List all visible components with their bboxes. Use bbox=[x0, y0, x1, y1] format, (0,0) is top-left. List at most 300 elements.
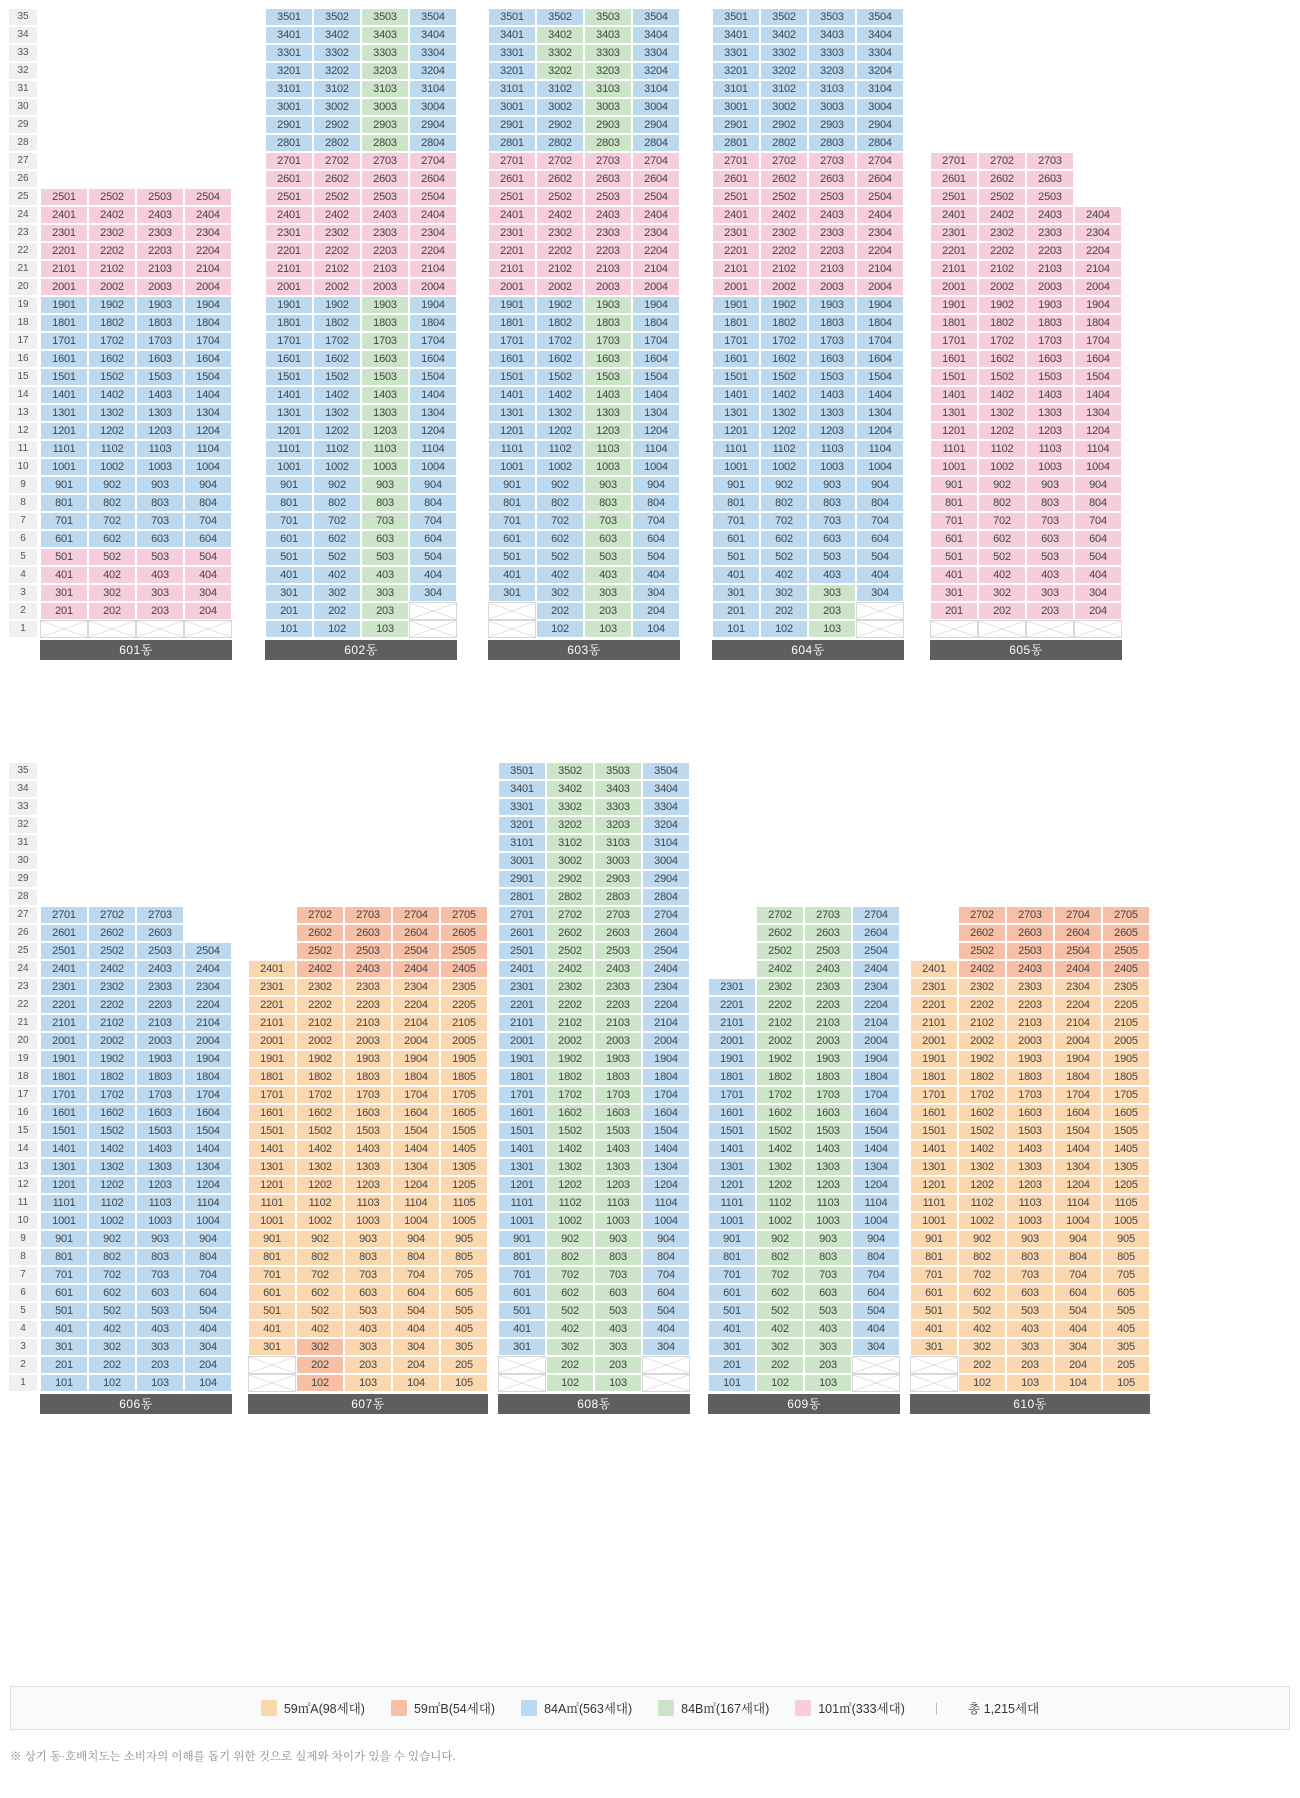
unit-cell[interactable]: 104 bbox=[632, 620, 680, 638]
unit-cell[interactable]: 704 bbox=[632, 512, 680, 530]
unit-cell[interactable]: 3501 bbox=[488, 8, 536, 26]
unit-cell[interactable]: 1901 bbox=[265, 296, 313, 314]
unit-cell[interactable]: 2503 bbox=[808, 188, 856, 206]
unit-cell[interactable]: 2003 bbox=[136, 278, 184, 296]
unit-cell[interactable]: 2402 bbox=[760, 206, 808, 224]
unit-cell[interactable]: 1804 bbox=[409, 314, 457, 332]
unit-cell[interactable]: 1502 bbox=[756, 1122, 804, 1140]
unit-cell[interactable]: 2005 bbox=[1102, 1032, 1150, 1050]
unit-cell[interactable]: 2304 bbox=[1074, 224, 1122, 242]
unit-cell[interactable]: 2704 bbox=[856, 152, 904, 170]
unit-cell[interactable]: 1004 bbox=[1074, 458, 1122, 476]
unit-cell[interactable]: 2003 bbox=[1026, 278, 1074, 296]
unit-cell[interactable]: 3304 bbox=[856, 44, 904, 62]
unit-cell[interactable]: 1402 bbox=[313, 386, 361, 404]
unit-cell[interactable]: 2303 bbox=[804, 978, 852, 996]
unit-cell[interactable]: 1703 bbox=[1006, 1086, 1054, 1104]
unit-cell[interactable]: 204 bbox=[184, 1356, 232, 1374]
unit-cell[interactable]: 1401 bbox=[712, 386, 760, 404]
unit-cell[interactable]: 1301 bbox=[265, 404, 313, 422]
unit-cell[interactable]: 1404 bbox=[392, 1140, 440, 1158]
unit-cell[interactable]: 2304 bbox=[1054, 978, 1102, 996]
unit-cell[interactable]: 2603 bbox=[1006, 924, 1054, 942]
unit-cell[interactable]: 603 bbox=[594, 1284, 642, 1302]
unit-cell[interactable]: 1402 bbox=[546, 1140, 594, 1158]
unit-cell[interactable]: 1801 bbox=[265, 314, 313, 332]
unit-cell[interactable]: 1703 bbox=[584, 332, 632, 350]
unit-cell[interactable]: 1202 bbox=[88, 1176, 136, 1194]
unit-cell[interactable]: 1805 bbox=[440, 1068, 488, 1086]
unit-cell[interactable]: 3004 bbox=[409, 98, 457, 116]
unit-cell[interactable]: 1004 bbox=[856, 458, 904, 476]
unit-cell[interactable]: 3202 bbox=[546, 816, 594, 834]
unit-cell[interactable]: 704 bbox=[1054, 1266, 1102, 1284]
unit-cell[interactable]: 402 bbox=[536, 566, 584, 584]
unit-cell[interactable]: 504 bbox=[392, 1302, 440, 1320]
unit-cell[interactable]: 701 bbox=[910, 1266, 958, 1284]
unit-cell[interactable]: 403 bbox=[1006, 1320, 1054, 1338]
unit-cell[interactable]: 1304 bbox=[1074, 404, 1122, 422]
unit-cell[interactable]: 3304 bbox=[409, 44, 457, 62]
unit-cell[interactable]: 2102 bbox=[313, 260, 361, 278]
unit-cell[interactable]: 1004 bbox=[184, 1212, 232, 1230]
unit-cell[interactable]: 1902 bbox=[958, 1050, 1006, 1068]
unit-cell[interactable]: 2201 bbox=[910, 996, 958, 1014]
unit-cell[interactable]: 303 bbox=[361, 584, 409, 602]
unit-cell[interactable]: 2702 bbox=[313, 152, 361, 170]
unit-cell[interactable]: 2402 bbox=[546, 960, 594, 978]
unit-cell[interactable]: 1703 bbox=[361, 332, 409, 350]
unit-cell[interactable]: 1501 bbox=[712, 368, 760, 386]
unit-cell[interactable]: 3202 bbox=[313, 62, 361, 80]
unit-cell[interactable]: 1002 bbox=[756, 1212, 804, 1230]
unit-cell[interactable]: 2103 bbox=[1006, 1014, 1054, 1032]
unit-cell[interactable]: 705 bbox=[1102, 1266, 1150, 1284]
unit-cell[interactable]: 2104 bbox=[852, 1014, 900, 1032]
unit-cell[interactable]: 805 bbox=[1102, 1248, 1150, 1266]
unit-cell[interactable]: 1303 bbox=[804, 1158, 852, 1176]
unit-cell[interactable]: 1902 bbox=[296, 1050, 344, 1068]
unit-cell[interactable]: 702 bbox=[296, 1266, 344, 1284]
unit-cell[interactable]: 904 bbox=[642, 1230, 690, 1248]
unit-cell[interactable]: 2803 bbox=[808, 134, 856, 152]
unit-cell[interactable]: 2702 bbox=[756, 906, 804, 924]
unit-cell[interactable]: 1005 bbox=[440, 1212, 488, 1230]
unit-cell[interactable]: 2702 bbox=[536, 152, 584, 170]
unit-cell[interactable]: 204 bbox=[632, 602, 680, 620]
unit-cell[interactable]: 1401 bbox=[708, 1140, 756, 1158]
unit-cell[interactable]: 304 bbox=[184, 584, 232, 602]
unit-cell[interactable]: 1604 bbox=[852, 1104, 900, 1122]
unit-cell[interactable]: 1501 bbox=[910, 1122, 958, 1140]
unit-cell[interactable]: 2101 bbox=[930, 260, 978, 278]
unit-cell[interactable]: 3401 bbox=[712, 26, 760, 44]
unit-cell[interactable]: 2404 bbox=[632, 206, 680, 224]
unit-cell[interactable]: 304 bbox=[852, 1338, 900, 1356]
unit-cell[interactable]: 1503 bbox=[584, 368, 632, 386]
unit-cell[interactable]: 1002 bbox=[978, 458, 1026, 476]
unit-cell[interactable]: 2604 bbox=[632, 170, 680, 188]
unit-cell[interactable]: 2205 bbox=[1102, 996, 1150, 1014]
unit-cell[interactable]: 1903 bbox=[808, 296, 856, 314]
unit-cell[interactable]: 1503 bbox=[1026, 368, 1074, 386]
unit-cell[interactable]: 604 bbox=[632, 530, 680, 548]
unit-cell[interactable]: 2102 bbox=[978, 260, 1026, 278]
unit-cell[interactable]: 803 bbox=[344, 1248, 392, 1266]
unit-cell[interactable]: 2602 bbox=[978, 170, 1026, 188]
unit-cell[interactable]: 203 bbox=[804, 1356, 852, 1374]
unit-cell[interactable]: 2601 bbox=[40, 924, 88, 942]
unit-cell[interactable]: 701 bbox=[712, 512, 760, 530]
unit-cell[interactable]: 2304 bbox=[856, 224, 904, 242]
unit-cell[interactable]: 105 bbox=[440, 1374, 488, 1392]
unit-cell[interactable]: 2502 bbox=[978, 188, 1026, 206]
unit-cell[interactable]: 904 bbox=[1074, 476, 1122, 494]
unit-cell[interactable]: 1504 bbox=[1054, 1122, 1102, 1140]
unit-cell[interactable]: 1203 bbox=[1006, 1176, 1054, 1194]
unit-cell[interactable]: 1702 bbox=[760, 332, 808, 350]
unit-cell[interactable]: 2304 bbox=[409, 224, 457, 242]
unit-cell[interactable]: 903 bbox=[136, 476, 184, 494]
unit-cell[interactable]: 404 bbox=[642, 1320, 690, 1338]
unit-cell[interactable]: 1004 bbox=[1054, 1212, 1102, 1230]
unit-cell[interactable]: 2605 bbox=[440, 924, 488, 942]
unit-cell[interactable]: 705 bbox=[440, 1266, 488, 1284]
unit-cell[interactable]: 101 bbox=[712, 620, 760, 638]
unit-cell[interactable]: 1802 bbox=[536, 314, 584, 332]
unit-cell[interactable]: 804 bbox=[856, 494, 904, 512]
unit-cell[interactable]: 2403 bbox=[136, 960, 184, 978]
unit-cell[interactable]: 2204 bbox=[852, 996, 900, 1014]
unit-cell[interactable]: 1702 bbox=[978, 332, 1026, 350]
unit-cell[interactable]: 1901 bbox=[930, 296, 978, 314]
unit-cell[interactable]: 401 bbox=[248, 1320, 296, 1338]
unit-cell[interactable]: 2504 bbox=[852, 942, 900, 960]
unit-cell[interactable]: 1001 bbox=[248, 1212, 296, 1230]
unit-cell[interactable]: 1105 bbox=[1102, 1194, 1150, 1212]
unit-cell[interactable]: 2203 bbox=[1006, 996, 1054, 1014]
unit-cell[interactable]: 602 bbox=[296, 1284, 344, 1302]
unit-cell[interactable]: 2101 bbox=[498, 1014, 546, 1032]
unit-cell[interactable]: 1401 bbox=[40, 386, 88, 404]
unit-cell[interactable]: 2001 bbox=[498, 1032, 546, 1050]
unit-cell[interactable]: 2601 bbox=[498, 924, 546, 942]
unit-cell[interactable]: 1404 bbox=[632, 386, 680, 404]
unit-cell[interactable]: 1904 bbox=[632, 296, 680, 314]
unit-cell[interactable]: 702 bbox=[88, 512, 136, 530]
unit-cell[interactable]: 401 bbox=[712, 566, 760, 584]
unit-cell[interactable]: 601 bbox=[712, 530, 760, 548]
unit-cell[interactable]: 1702 bbox=[756, 1086, 804, 1104]
unit-cell[interactable]: 501 bbox=[488, 548, 536, 566]
unit-cell[interactable]: 603 bbox=[1006, 1284, 1054, 1302]
unit-cell[interactable]: 1602 bbox=[88, 1104, 136, 1122]
unit-cell[interactable]: 1701 bbox=[488, 332, 536, 350]
unit-cell[interactable]: 1401 bbox=[248, 1140, 296, 1158]
unit-cell[interactable]: 303 bbox=[1006, 1338, 1054, 1356]
unit-cell[interactable]: 3404 bbox=[632, 26, 680, 44]
unit-cell[interactable]: 3002 bbox=[313, 98, 361, 116]
unit-cell[interactable]: 2303 bbox=[808, 224, 856, 242]
unit-cell[interactable]: 1501 bbox=[498, 1122, 546, 1140]
unit-cell[interactable]: 1003 bbox=[584, 458, 632, 476]
unit-cell[interactable]: 802 bbox=[756, 1248, 804, 1266]
unit-cell[interactable]: 3504 bbox=[409, 8, 457, 26]
unit-cell[interactable]: 1502 bbox=[88, 1122, 136, 1140]
unit-cell[interactable]: 1201 bbox=[498, 1176, 546, 1194]
unit-cell[interactable]: 1201 bbox=[708, 1176, 756, 1194]
unit-cell[interactable]: 103 bbox=[808, 620, 856, 638]
unit-cell[interactable]: 901 bbox=[930, 476, 978, 494]
unit-cell[interactable]: 2404 bbox=[856, 206, 904, 224]
unit-cell[interactable]: 1304 bbox=[392, 1158, 440, 1176]
unit-cell[interactable]: 404 bbox=[409, 566, 457, 584]
unit-cell[interactable]: 2302 bbox=[88, 224, 136, 242]
unit-cell[interactable]: 1903 bbox=[136, 1050, 184, 1068]
unit-cell[interactable]: 601 bbox=[930, 530, 978, 548]
unit-cell[interactable]: 502 bbox=[313, 548, 361, 566]
unit-cell[interactable]: 1801 bbox=[712, 314, 760, 332]
unit-cell[interactable]: 103 bbox=[594, 1374, 642, 1392]
unit-cell[interactable]: 1404 bbox=[642, 1140, 690, 1158]
unit-cell[interactable]: 204 bbox=[1054, 1356, 1102, 1374]
unit-cell[interactable]: 1902 bbox=[978, 296, 1026, 314]
unit-cell[interactable]: 1003 bbox=[344, 1212, 392, 1230]
unit-cell[interactable]: 1201 bbox=[910, 1176, 958, 1194]
unit-cell[interactable]: 804 bbox=[184, 494, 232, 512]
unit-cell[interactable]: 1902 bbox=[756, 1050, 804, 1068]
unit-cell[interactable]: 2104 bbox=[184, 1014, 232, 1032]
unit-cell[interactable]: 801 bbox=[265, 494, 313, 512]
unit-cell[interactable]: 2702 bbox=[760, 152, 808, 170]
unit-cell[interactable]: 2501 bbox=[265, 188, 313, 206]
unit-cell[interactable]: 2602 bbox=[536, 170, 584, 188]
unit-cell[interactable]: 2302 bbox=[760, 224, 808, 242]
unit-cell[interactable]: 601 bbox=[265, 530, 313, 548]
unit-cell[interactable]: 2103 bbox=[808, 260, 856, 278]
unit-cell[interactable]: 1101 bbox=[248, 1194, 296, 1212]
unit-cell[interactable]: 1304 bbox=[409, 404, 457, 422]
unit-cell[interactable]: 2204 bbox=[856, 242, 904, 260]
unit-cell[interactable]: 1603 bbox=[344, 1104, 392, 1122]
unit-cell[interactable]: 2901 bbox=[488, 116, 536, 134]
unit-cell[interactable]: 104 bbox=[184, 1374, 232, 1392]
unit-cell[interactable]: 1304 bbox=[184, 404, 232, 422]
unit-cell[interactable]: 2202 bbox=[546, 996, 594, 1014]
unit-cell[interactable]: 503 bbox=[594, 1302, 642, 1320]
unit-cell[interactable]: 2101 bbox=[910, 1014, 958, 1032]
unit-cell[interactable]: 904 bbox=[632, 476, 680, 494]
unit-cell[interactable]: 901 bbox=[248, 1230, 296, 1248]
unit-cell[interactable]: 3202 bbox=[760, 62, 808, 80]
unit-cell[interactable]: 2603 bbox=[804, 924, 852, 942]
unit-cell[interactable]: 1003 bbox=[1006, 1212, 1054, 1230]
unit-cell[interactable]: 1103 bbox=[344, 1194, 392, 1212]
unit-cell[interactable]: 2703 bbox=[361, 152, 409, 170]
unit-cell[interactable]: 103 bbox=[1006, 1374, 1054, 1392]
unit-cell[interactable]: 1403 bbox=[136, 386, 184, 404]
unit-cell[interactable]: 1104 bbox=[642, 1194, 690, 1212]
unit-cell[interactable]: 1202 bbox=[978, 422, 1026, 440]
unit-cell[interactable]: 2202 bbox=[756, 996, 804, 1014]
unit-cell[interactable]: 3104 bbox=[642, 834, 690, 852]
unit-cell[interactable]: 1601 bbox=[248, 1104, 296, 1122]
unit-cell[interactable]: 1001 bbox=[265, 458, 313, 476]
unit-cell[interactable]: 1702 bbox=[296, 1086, 344, 1104]
unit-cell[interactable]: 1702 bbox=[313, 332, 361, 350]
unit-cell[interactable]: 1202 bbox=[760, 422, 808, 440]
unit-cell[interactable]: 902 bbox=[296, 1230, 344, 1248]
unit-cell[interactable]: 3302 bbox=[760, 44, 808, 62]
unit-cell[interactable]: 1505 bbox=[440, 1122, 488, 1140]
unit-cell[interactable]: 1303 bbox=[136, 1158, 184, 1176]
unit-cell[interactable]: 501 bbox=[930, 548, 978, 566]
unit-cell[interactable]: 201 bbox=[40, 1356, 88, 1374]
unit-cell[interactable]: 1504 bbox=[184, 368, 232, 386]
unit-cell[interactable]: 2502 bbox=[958, 942, 1006, 960]
unit-cell[interactable]: 602 bbox=[756, 1284, 804, 1302]
unit-cell[interactable]: 102 bbox=[760, 620, 808, 638]
unit-cell[interactable]: 301 bbox=[40, 584, 88, 602]
unit-cell[interactable]: 902 bbox=[958, 1230, 1006, 1248]
unit-cell[interactable]: 2301 bbox=[930, 224, 978, 242]
unit-cell[interactable]: 1405 bbox=[1102, 1140, 1150, 1158]
unit-cell[interactable]: 1704 bbox=[642, 1086, 690, 1104]
unit-cell[interactable]: 404 bbox=[1054, 1320, 1102, 1338]
unit-cell[interactable]: 704 bbox=[409, 512, 457, 530]
unit-cell[interactable]: 2204 bbox=[409, 242, 457, 260]
unit-cell[interactable]: 2201 bbox=[248, 996, 296, 1014]
unit-cell[interactable]: 1402 bbox=[536, 386, 584, 404]
unit-cell[interactable]: 2002 bbox=[536, 278, 584, 296]
unit-cell[interactable]: 1602 bbox=[296, 1104, 344, 1122]
unit-cell[interactable]: 301 bbox=[40, 1338, 88, 1356]
unit-cell[interactable]: 2404 bbox=[409, 206, 457, 224]
unit-cell[interactable]: 2603 bbox=[584, 170, 632, 188]
unit-cell[interactable]: 1602 bbox=[958, 1104, 1006, 1122]
unit-cell[interactable]: 2405 bbox=[440, 960, 488, 978]
unit-cell[interactable]: 304 bbox=[409, 584, 457, 602]
unit-cell[interactable]: 1603 bbox=[804, 1104, 852, 1122]
unit-cell[interactable]: 1201 bbox=[265, 422, 313, 440]
unit-cell[interactable]: 702 bbox=[978, 512, 1026, 530]
unit-cell[interactable]: 2002 bbox=[546, 1032, 594, 1050]
unit-cell[interactable]: 2704 bbox=[1054, 906, 1102, 924]
unit-cell[interactable]: 304 bbox=[642, 1338, 690, 1356]
unit-cell[interactable]: 3301 bbox=[712, 44, 760, 62]
unit-cell[interactable]: 1202 bbox=[296, 1176, 344, 1194]
unit-cell[interactable]: 1904 bbox=[409, 296, 457, 314]
unit-cell[interactable]: 404 bbox=[184, 1320, 232, 1338]
unit-cell[interactable]: 301 bbox=[265, 584, 313, 602]
unit-cell[interactable]: 1702 bbox=[88, 332, 136, 350]
unit-cell[interactable]: 2504 bbox=[632, 188, 680, 206]
unit-cell[interactable]: 1103 bbox=[361, 440, 409, 458]
unit-cell[interactable]: 2104 bbox=[184, 260, 232, 278]
unit-cell[interactable]: 1101 bbox=[40, 440, 88, 458]
unit-cell[interactable]: 1302 bbox=[756, 1158, 804, 1176]
unit-cell[interactable]: 1001 bbox=[708, 1212, 756, 1230]
unit-cell[interactable]: 1605 bbox=[440, 1104, 488, 1122]
unit-cell[interactable]: 2004 bbox=[1074, 278, 1122, 296]
unit-cell[interactable]: 901 bbox=[265, 476, 313, 494]
unit-cell[interactable]: 1004 bbox=[184, 458, 232, 476]
unit-cell[interactable]: 1003 bbox=[594, 1212, 642, 1230]
unit-cell[interactable]: 403 bbox=[136, 566, 184, 584]
unit-cell[interactable]: 1503 bbox=[594, 1122, 642, 1140]
unit-cell[interactable]: 901 bbox=[40, 476, 88, 494]
unit-cell[interactable]: 102 bbox=[756, 1374, 804, 1392]
unit-cell[interactable]: 1402 bbox=[296, 1140, 344, 1158]
unit-cell[interactable]: 2003 bbox=[584, 278, 632, 296]
unit-cell[interactable]: 3103 bbox=[594, 834, 642, 852]
unit-cell[interactable]: 1801 bbox=[248, 1068, 296, 1086]
unit-cell[interactable]: 2601 bbox=[265, 170, 313, 188]
unit-cell[interactable]: 2101 bbox=[40, 260, 88, 278]
unit-cell[interactable]: 102 bbox=[546, 1374, 594, 1392]
unit-cell[interactable]: 1002 bbox=[536, 458, 584, 476]
unit-cell[interactable]: 303 bbox=[344, 1338, 392, 1356]
unit-cell[interactable]: 1203 bbox=[361, 422, 409, 440]
unit-cell[interactable]: 2104 bbox=[1074, 260, 1122, 278]
unit-cell[interactable]: 2203 bbox=[344, 996, 392, 1014]
unit-cell[interactable]: 1805 bbox=[1102, 1068, 1150, 1086]
unit-cell[interactable]: 1701 bbox=[910, 1086, 958, 1104]
unit-cell[interactable]: 602 bbox=[978, 530, 1026, 548]
unit-cell[interactable]: 201 bbox=[40, 602, 88, 620]
unit-cell[interactable]: 2505 bbox=[440, 942, 488, 960]
unit-cell[interactable]: 2304 bbox=[184, 224, 232, 242]
unit-cell[interactable]: 604 bbox=[392, 1284, 440, 1302]
unit-cell[interactable]: 3302 bbox=[536, 44, 584, 62]
unit-cell[interactable]: 1403 bbox=[1026, 386, 1074, 404]
unit-cell[interactable]: 2204 bbox=[184, 242, 232, 260]
unit-cell[interactable]: 1504 bbox=[852, 1122, 900, 1140]
unit-cell[interactable]: 3301 bbox=[498, 798, 546, 816]
unit-cell[interactable]: 1101 bbox=[498, 1194, 546, 1212]
unit-cell[interactable]: 903 bbox=[344, 1230, 392, 1248]
unit-cell[interactable]: 2005 bbox=[440, 1032, 488, 1050]
unit-cell[interactable]: 1202 bbox=[88, 422, 136, 440]
unit-cell[interactable]: 1803 bbox=[1006, 1068, 1054, 1086]
unit-cell[interactable]: 1204 bbox=[642, 1176, 690, 1194]
unit-cell[interactable]: 1301 bbox=[712, 404, 760, 422]
unit-cell[interactable]: 202 bbox=[88, 1356, 136, 1374]
unit-cell[interactable]: 2801 bbox=[488, 134, 536, 152]
unit-cell[interactable]: 2402 bbox=[536, 206, 584, 224]
unit-cell[interactable]: 3304 bbox=[642, 798, 690, 816]
unit-cell[interactable]: 1401 bbox=[488, 386, 536, 404]
unit-cell[interactable]: 1903 bbox=[594, 1050, 642, 1068]
unit-cell[interactable]: 1301 bbox=[488, 404, 536, 422]
unit-cell[interactable]: 1902 bbox=[313, 296, 361, 314]
unit-cell[interactable]: 2302 bbox=[296, 978, 344, 996]
unit-cell[interactable]: 2304 bbox=[632, 224, 680, 242]
unit-cell[interactable]: 501 bbox=[712, 548, 760, 566]
unit-cell[interactable]: 1304 bbox=[1054, 1158, 1102, 1176]
unit-cell[interactable]: 404 bbox=[852, 1320, 900, 1338]
unit-cell[interactable]: 2601 bbox=[930, 170, 978, 188]
unit-cell[interactable]: 2704 bbox=[409, 152, 457, 170]
unit-cell[interactable]: 502 bbox=[760, 548, 808, 566]
unit-cell[interactable]: 501 bbox=[40, 1302, 88, 1320]
unit-cell[interactable]: 1302 bbox=[313, 404, 361, 422]
unit-cell[interactable]: 1802 bbox=[296, 1068, 344, 1086]
unit-cell[interactable]: 201 bbox=[265, 602, 313, 620]
unit-cell[interactable]: 1203 bbox=[584, 422, 632, 440]
unit-cell[interactable]: 901 bbox=[498, 1230, 546, 1248]
unit-cell[interactable]: 803 bbox=[1026, 494, 1074, 512]
